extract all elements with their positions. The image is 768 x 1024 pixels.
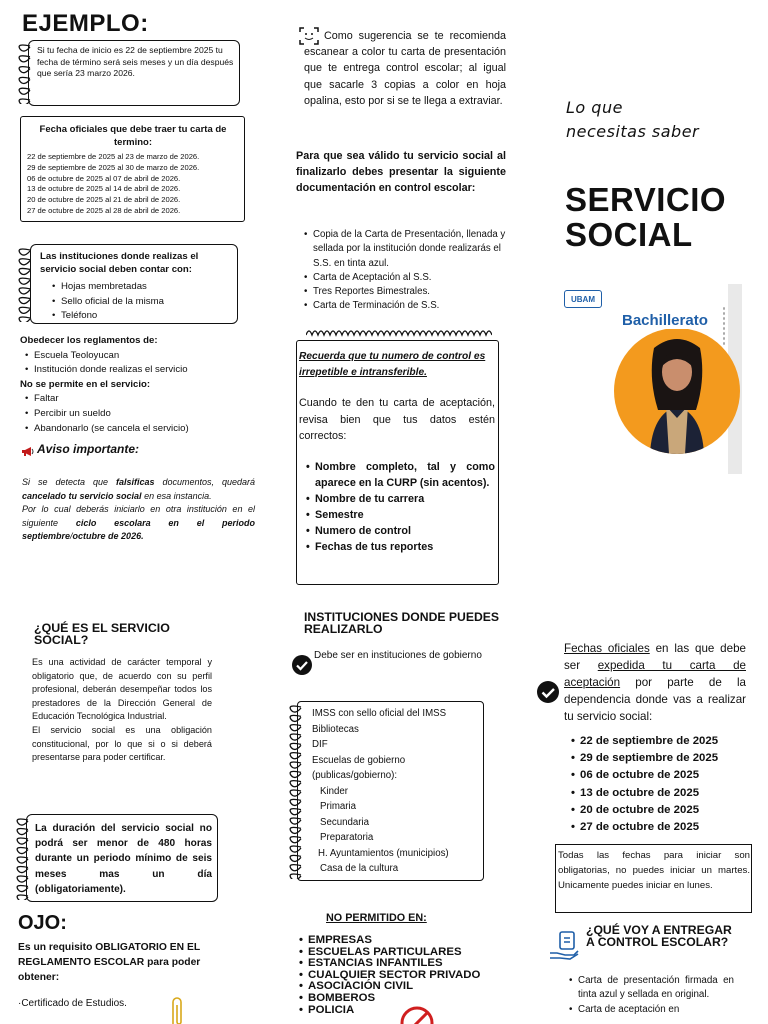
list-item: Secundaria — [320, 816, 370, 828]
nota-text: Todas las fechas para iniciar son obligatorias, no puedes iniciar un martes. Unicamente puedes iniciar en lunes. — [558, 850, 750, 892]
list-item: • CUALQUIER SECTOR PRIVADO — [298, 970, 488, 982]
fecha-termino-item: 27 de octubre de 2025 al 28 de abril de 2026. — [27, 205, 181, 215]
list-item: • Fechas de tus reportes — [305, 539, 495, 555]
list-item: Kinder — [320, 785, 349, 797]
datos-box — [296, 340, 499, 585]
list-item: Primaria — [320, 801, 357, 812]
list-item: Escuelas de gobierno — [312, 754, 406, 766]
paperclip-icon — [168, 996, 186, 1024]
megaphone-icon — [21, 444, 35, 455]
aviso-paragraph-1: Si se detecta que falsificas documentos, quedará cancelado tu servicio social en esa instancia. — [22, 477, 255, 501]
ojo-title: OJO: — [18, 912, 67, 934]
list-item: • Abandonarlo (se cancela el servicio) — [24, 422, 250, 437]
list-item: • 29 de septiembre de 2025 — [570, 750, 760, 767]
fecha-termino-item: 13 de octubre de 2025 al 14 de abril de 2026. — [27, 184, 181, 194]
spiral-decoration — [16, 42, 36, 104]
fecha-termino-item: 20 de octubre de 2025 al 21 de abril de 2026. — [27, 195, 181, 205]
list-item: • Sello oficial de la misma — [51, 295, 164, 310]
list-item: • Tres Reportes Bimestrales. — [303, 285, 508, 299]
list-item: (publicas/gobierno): — [312, 770, 398, 781]
portrait-circle — [614, 328, 740, 454]
list-item: • Carta de aceptación en — [568, 1003, 734, 1017]
certificado-text: ·Certificado de Estudios. — [18, 998, 127, 1009]
check-circle-icon — [292, 655, 312, 675]
list-item: • Semestre — [305, 507, 495, 523]
list-item: • 06 de octubre de 2025 — [570, 767, 760, 784]
list-item: • Escuela Teoloyucan — [24, 349, 250, 364]
list-item: • 20 de octubre de 2025 — [570, 802, 760, 819]
duracion-box — [26, 814, 218, 902]
list-item: • 13 de octubre de 2025 — [570, 785, 760, 802]
fechas-termino-title: Fecha oficiales que debe traer tu carta de termino: — [39, 124, 227, 148]
fechas-aceptacion-intro: Fechas oficiales en las que debe ser expedida tu carta de aceptación por parte de la dependencia donde vas a realizar tu servicio social: — [564, 642, 746, 723]
aviso-paragraph-2: Por lo cual deberás iniciarlo en otra institución en el siguiente ciclo escolara en el periodo septiembre/octubre de 2026. — [22, 504, 255, 542]
list-item: • POLICIA — [298, 1005, 488, 1017]
cuando-text: Cuando te den tu carta de aceptación, revisa bien que tus datos estén correctos: — [299, 397, 495, 442]
que-es-paragraph: El servicio social es una obligación constitucional, por lo que si o si deberá presentarse para poder certificar. — [32, 724, 212, 763]
list-item: • Carta de presentación firmada en tinta azul y sellada en original. — [568, 974, 734, 1003]
check-circle-icon — [537, 681, 559, 703]
fechas-termino-box — [20, 116, 245, 222]
list-item: Preparatoria — [320, 832, 374, 843]
bachillerato-logo: Bachillerato — [622, 312, 708, 329]
prohibited-icon — [400, 1006, 434, 1024]
gobierno-text: Debe ser en instituciones de gobierno — [314, 650, 482, 661]
valido-title: Para que sea válido tu servicio social al finalizarlo debes presentar la siguiente documentación en control escolar: — [296, 150, 506, 194]
list-item: • ESTANCIAS INFANTILES — [298, 958, 488, 970]
fecha-termino-item: 29 de septiembre de 2025 al 30 de marzo de 2026. — [27, 162, 200, 172]
list-item: DIF — [312, 739, 328, 750]
fecha-termino-item: 22 de septiembre de 2025 al 23 de marzo de 2026. — [27, 152, 200, 161]
ubam-logo: UBAM — [564, 290, 602, 308]
spiral-decoration — [14, 816, 34, 900]
instituciones-list-box — [297, 701, 484, 881]
list-item: • Nombre de tu carrera — [305, 491, 495, 507]
list-item: • ASOCIACIÓN CIVIL — [298, 981, 488, 993]
entregar-title: ¿QUÉ VOY A ENTREGAR A CONTROL ESCOLAR? — [586, 923, 732, 950]
list-item: • Teléfono — [51, 309, 164, 324]
ejemplo-box — [28, 40, 240, 106]
list-item: • ESCUELAS PARTICULARES — [298, 947, 488, 959]
spiral-decoration — [287, 703, 307, 879]
spiral-decoration — [16, 246, 36, 322]
list-item: IMSS con sello oficial del IMSS — [312, 708, 447, 719]
list-item: • Carta de Aceptación al S.S. — [303, 271, 508, 285]
cover-image — [560, 284, 742, 474]
fecha-termino-item: 06 de octubre de 2025 al 07 de abril de 2026. — [27, 173, 181, 183]
list-item: • Copia de la Carta de Presentación, llenada y sellada por la institución donde realizarás el S.S. en tinta azul. — [303, 228, 508, 271]
obedecer-title: Obedecer los reglamentos de: — [20, 335, 158, 346]
spiral-divider — [306, 327, 492, 341]
sugerencia-text: Como sugerencia se te recomienda escanear a color tu carta de presentación que te entrega control escolar; al igual que sacarle 3 copias a color en hoja opalina, esto por si se te llega a extraviar. — [304, 30, 506, 107]
list-item: • Nombre completo, tal y como aparece en la CURP (sin acentos). — [305, 459, 495, 491]
list-item: • 27 de octubre de 2025 — [570, 819, 760, 836]
instituciones-title: INSTITUCIONES DONDE PUEDES REALIZARLO — [304, 610, 500, 636]
instituciones-title: Las instituciones donde realizas el servicio social deben contar con: — [40, 251, 199, 275]
list-item: • 22 de septiembre de 2025 — [570, 733, 760, 750]
list-item: • BOMBEROS — [298, 993, 488, 1005]
instituciones-box — [30, 244, 238, 324]
que-es-paragraph: Es una actividad de carácter temporal y obligatorio que, de acuerdo con su perfil profesional, deberán desempeñar todos los prestadores de la Dirección General de Educación Tecnológica Industrial. — [32, 657, 212, 722]
list-item: H. Ayuntamientos (municipios) — [318, 847, 449, 859]
list-item: • Hojas membretadas — [51, 280, 164, 295]
ejemplo-title: EJEMPLO: — [22, 10, 149, 37]
list-item: • Numero de control — [305, 523, 495, 539]
nota-box — [555, 844, 752, 913]
hand-document-icon — [548, 929, 582, 961]
no-permitido-title: NO PERMITIDO EN: — [326, 912, 427, 924]
no-permite-title: No se permite en el servicio: — [20, 378, 151, 390]
list-item: Casa de la cultura — [320, 863, 399, 874]
list-item: • Carta de Terminación de S.S. — [303, 299, 508, 313]
recuerda-text: Recuerda que tu numero de control es irrepetible e intransferible. — [299, 351, 486, 378]
duracion-text: La duración del servicio social no podrá ser menor de 480 horas durante un periodo mínimo de seis meses mas un día (obligatoriamente). — [35, 823, 212, 895]
ejemplo-text: Si tu fecha de inicio es 22 de septiembre 2025 tu fecha de término será seis meses y un día después que sería 23 marzo 2026. — [37, 45, 234, 78]
ojo-text: Es un requisito OBLIGATORIO EN EL REGLAMENTO ESCOLAR para poder obtener: — [18, 942, 201, 984]
cover-title: SERVICIO SOCIAL — [565, 181, 727, 253]
cover-subtitle: Lo que necesitas saber — [566, 98, 700, 141]
list-item: Bibliotecas — [312, 723, 359, 735]
list-item: • Institución donde realizas el servicio — [24, 363, 250, 378]
list-item: • Percibir un sueldo — [24, 407, 250, 422]
aviso-title: Aviso importante: — [37, 442, 140, 456]
list-item: • Faltar — [24, 392, 250, 407]
que-es-title: ¿QUÉ ES EL SERVICIO SOCIAL? — [34, 621, 170, 647]
list-item: • EMPRESAS — [298, 935, 488, 947]
